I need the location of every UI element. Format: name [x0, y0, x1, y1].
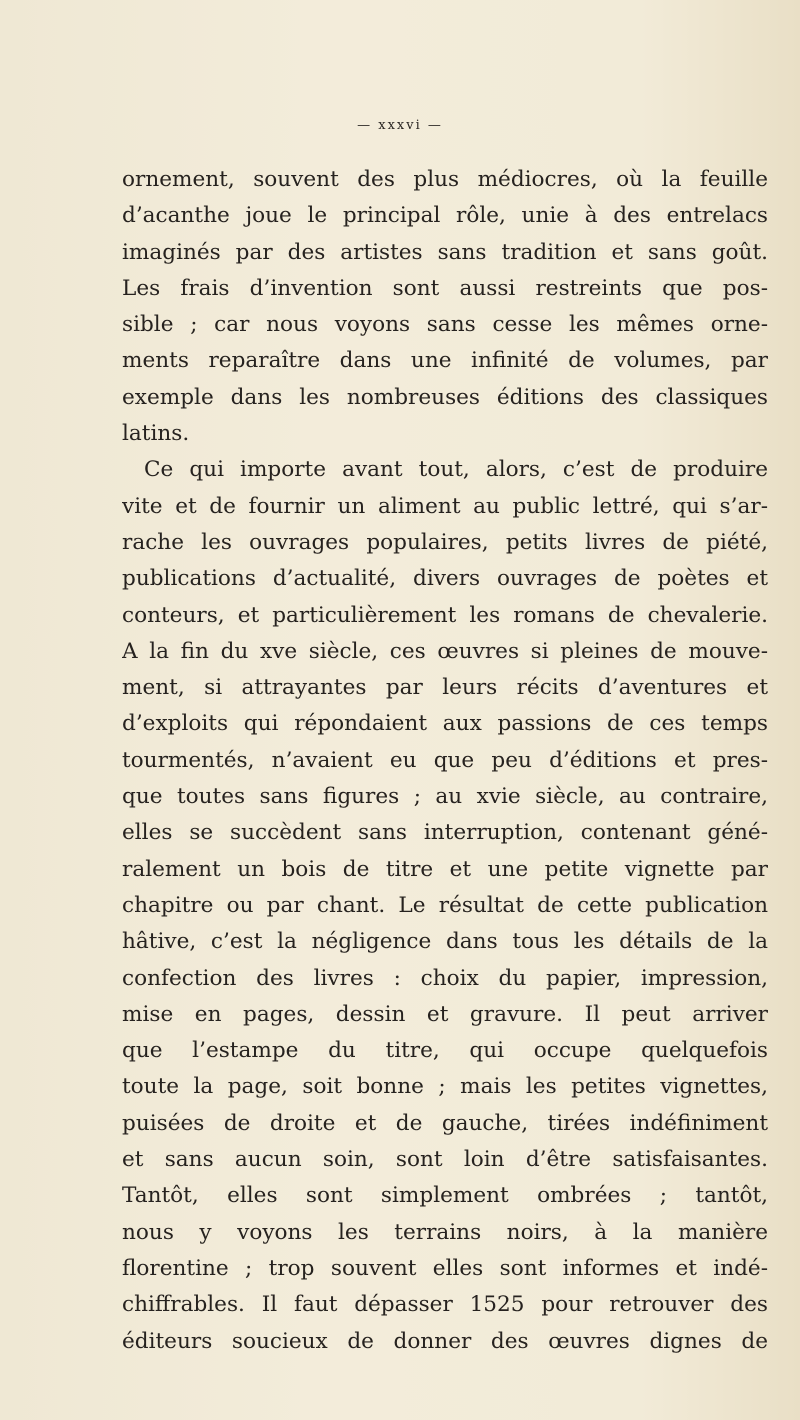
text-line: chapitre ou par chant. Le résultat de cette publication	[122, 892, 768, 918]
text-line: publications d’actualité, divers ouvrages de poètes et	[122, 566, 768, 592]
text-line: que l’estampe du titre, qui occupe quelquefois	[122, 1038, 768, 1064]
text-line: A la fin du xve siècle, ces œuvres si pleines de mouve-	[122, 638, 768, 664]
text-line: ment, si attrayantes par leurs récits d’aventures et	[122, 675, 768, 701]
text-line: imaginés par des artistes sans tradition et sans goût.	[122, 239, 768, 265]
text-line: confection des livres : choix du papier, impression,	[122, 965, 768, 991]
text-line: d’exploits qui répondaient aux passions de ces temps	[122, 711, 768, 737]
text-line: Les frais d’invention sont aussi restreints que pos-	[122, 275, 768, 301]
body-text	[122, 162, 768, 1360]
text-line: et sans aucun soin, sont loin d’être satisfaisantes.	[122, 1147, 768, 1173]
text-line: vite et de fournir un aliment au public lettré, qui s’ar-	[122, 493, 768, 519]
text-line: hâtive, c’est la négligence dans tous les détails de la	[122, 929, 768, 955]
text-line: que toutes sans figures ; au xvie siècle, au contraire,	[122, 784, 768, 810]
text-line: puisées de droite et de gauche, tirées indéfiniment	[122, 1110, 768, 1136]
page-number: — xxxvi —	[357, 118, 443, 133]
text-line: toute la page, soit bonne ; mais les petites vignettes,	[122, 1074, 768, 1100]
text-line: Tantôt, elles sont simplement ombrées ; tantôt,	[122, 1183, 768, 1209]
text-line: ralement un bois de titre et une petite vignette par	[122, 856, 768, 882]
text-line: mise en pages, dessin et gravure. Il peut arriver	[122, 1001, 768, 1027]
paragraph-last-line: latins.	[122, 421, 190, 447]
text-line: elles se succèdent sans interruption, contenant géné-	[122, 820, 768, 846]
text-line: d’acanthe joue le principal rôle, unie à des entrelacs	[122, 203, 768, 229]
text-line: conteurs, et particulièrement les romans de chevalerie.	[122, 602, 768, 628]
text-line: rache les ouvrages populaires, petits livres de piété,	[122, 529, 768, 555]
text-line: nous y voyons les terrains noirs, à la manière	[122, 1219, 768, 1245]
text-line: chiffrables. Il faut dépasser 1525 pour retrouver des	[122, 1292, 768, 1318]
text-line: éditeurs soucieux de donner des œuvres dignes de	[122, 1328, 768, 1354]
text-line: tourmentés, n’avaient eu que peu d’éditions et pres-	[122, 747, 768, 773]
text-line: sible ; car nous voyons sans cesse les mêmes orne-	[122, 312, 768, 338]
text-line: ments reparaître dans une infinité de volumes, par	[122, 348, 768, 374]
paragraph-first-line: Ce qui importe avant tout, alors, c’est de produire	[144, 457, 768, 483]
text-line: ornement, souvent des plus médiocres, où la feuille	[122, 167, 768, 192]
text-line: florentine ; trop souvent elles sont informes et indé-	[122, 1255, 768, 1281]
text-line: exemple dans les nombreuses éditions des classiques	[122, 384, 768, 410]
